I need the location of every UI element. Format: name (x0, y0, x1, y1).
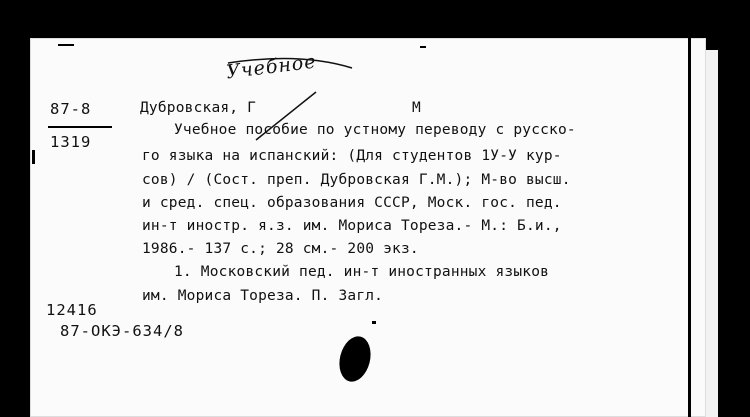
tracing-line-1: 1. Московский пед. ин-т иностранных языков (174, 264, 550, 280)
handwritten-annotation: Учебное (224, 50, 318, 84)
body-line-1: Учебное пособие по устному переводу с русско- (174, 122, 576, 138)
call-number-bottom: 1319 (50, 133, 92, 151)
body-line-2: го языка на испанский: (Для студентов 1У-У кур- (142, 148, 562, 164)
body-line-3: сов) / (Сост. преп. Дубровская Г.М.); М-во высш. (142, 172, 571, 188)
heading-letter: М (412, 100, 421, 116)
call-number-divider (48, 126, 112, 128)
accession-number: 12416 (46, 301, 98, 319)
body-line-5: ин-т иностр. я.з. им. Мориса Тореза.- М.: Б.и., (142, 218, 562, 234)
body-line-4: и сред. спец. образования СССР, Моск. гос. пед. (142, 195, 562, 211)
body-line-6: 1986.- 137 с.; 28 см.- 200 экз. (142, 241, 419, 257)
card-number: 87-ОКЭ-634/8 (60, 322, 184, 340)
call-number-top: 87-8 (50, 100, 92, 118)
author-heading: Дубровская, Г (140, 100, 257, 116)
tracing-line-2: им. Мориса Тореза. П. Загл. (142, 288, 384, 304)
